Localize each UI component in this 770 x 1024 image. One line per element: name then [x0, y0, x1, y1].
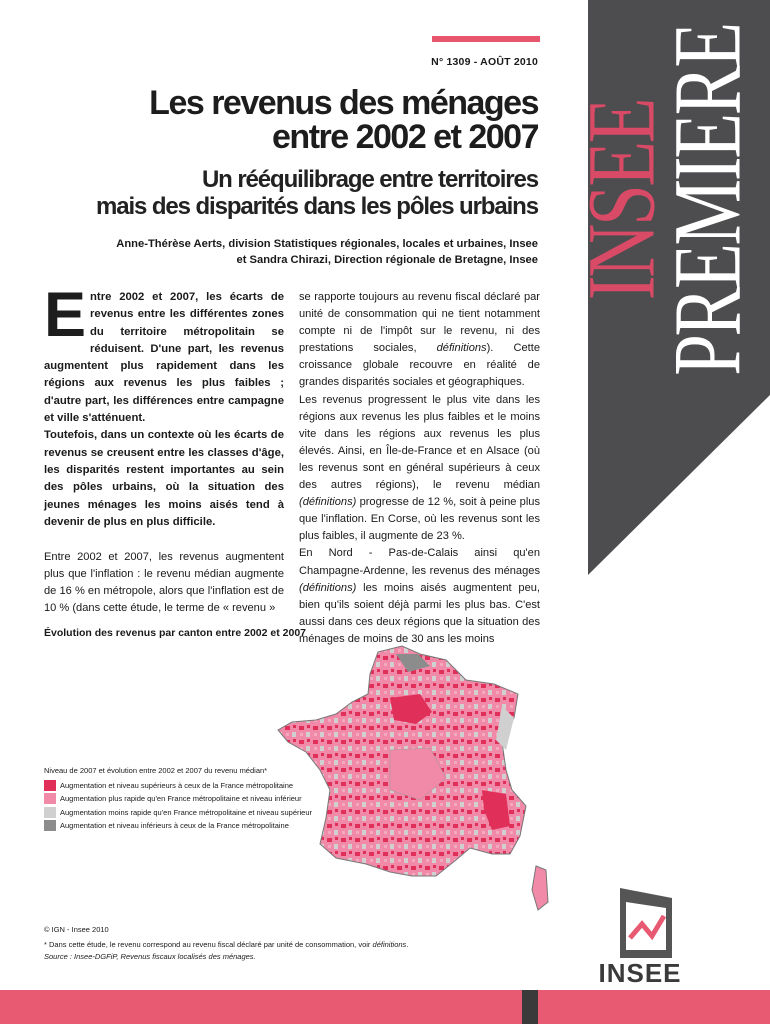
legend-item	[44, 779, 314, 791]
map-legend	[44, 766, 314, 833]
map-corsica	[532, 866, 548, 910]
col2-p3-text: En Nord - Pas-de-Calais ainsi qu'en Champagne-Ardenne, les revenus des ménages	[299, 547, 540, 577]
bottom-accent-bar	[0, 990, 770, 1024]
drop-cap: E	[44, 280, 87, 350]
definitions-link[interactable]: (définitions)	[299, 496, 357, 509]
legend-label: Augmentation et niveau inférieurs à ceux de la France métropolitaine	[60, 821, 289, 830]
figure-notes	[44, 939, 408, 963]
footnote-text: * Dans cette étude, le revenu correspond au revenu fiscal déclaré par unité de consommation, voir	[44, 940, 373, 949]
col2-paragraph-2	[299, 392, 540, 546]
legend-item	[44, 806, 314, 818]
authors	[18, 236, 538, 268]
col2-p3-text-end: les moins aisés augmentent peu, bien qu'ils soient déjà parmi les plus bas. C'est aussi dans ces deux régions que la situation des ménages de moins de 30 ans les moins	[299, 581, 540, 645]
subtitle-line-2: mais des disparités dans les pôles urbains	[96, 193, 538, 220]
page-title	[38, 86, 538, 154]
legend-title: Niveau de 2007 et évolution entre 2002 et 2007 du revenu médian*	[44, 766, 268, 775]
col2-p1-text-end: ). Cette croissance globale recouvre en réalité de grandes disparités sociales et géographiques.	[299, 342, 541, 389]
brand-masthead	[567, 0, 761, 425]
lede-text-1: ntre 2002 et 2007, les écarts de revenus entre les différentes zones du territoire métropolitain se réduisent. D'une part, les revenus augmentent plus rapidement dans les régions aux revenus les plus faibles ; d'autre part, les différences entre campagne et ville s'atténuent.	[44, 291, 284, 425]
legend-swatch	[44, 807, 56, 818]
insee-logo-text: INSEE	[598, 958, 682, 988]
legend-swatch	[44, 780, 56, 791]
col2-p1-text: se rapporte toujours au revenu fiscal déclaré par unité de consommation qui ne tient notamment compte ni de l'impôt sur le revenu, ni des prestations sociales,	[299, 291, 540, 355]
lede-text-2: Toutefois, dans un contexte où les écarts de revenus se creusent entre les classes d'âge, les disparités restent importantes au sein des pôles urbains, où la situation des jeunes ménages les moins aisés tend à devenir de plus en plus difficile.	[44, 429, 284, 528]
issue-number: N° 1309 - AOÛT 2010	[431, 56, 538, 68]
lede-paragraph	[44, 280, 284, 531]
figure-title: Évolution des revenus par canton entre 2002 et 2007	[44, 627, 307, 639]
definitions-link[interactable]: définitions	[436, 342, 487, 355]
map-copyright: © IGN - Insee 2010	[44, 925, 109, 934]
body-column-2	[299, 289, 540, 648]
page-subtitle	[38, 166, 538, 220]
body-column-1: Entre 2002 et 2007, les revenus augmentent plus que l'inflation : le revenu médian augmente de 16 % en métropole, alors que l'inflation est de 10 % (dans cette étude, le terme de « revenu »	[44, 551, 284, 615]
footnote-end: .	[406, 940, 409, 949]
col2-p2-text: Les revenus progressent le plus vite dans les régions aux revenus les plus faibles et le moins vite dans les régions aux revenus les plus élevés. Ainsi, en Île-de-France et en Alsace (où les revenus sont en général supérieurs à ceux des autres régions), le revenu médian	[299, 393, 540, 492]
authors-line-1: Anne-Thérèse Aerts, division Statistiques régionales, locales et urbaines, Insee	[116, 238, 538, 250]
legend-swatch	[44, 820, 56, 831]
legend-item	[44, 820, 314, 832]
bottom-dark-block	[522, 990, 538, 1024]
title-line-2: entre 2002 et 2007	[272, 118, 538, 156]
definitions-link[interactable]: (définitions)	[299, 581, 357, 594]
authors-line-2: et Sandra Chirazi, Direction régionale de Bretagne, Insee	[236, 254, 538, 266]
legend-label: Augmentation et niveau supérieurs à ceux de la France métropolitaine	[60, 780, 294, 790]
brand-line-insee: INSEE	[567, 99, 675, 301]
col2-paragraph-1	[299, 289, 540, 392]
france-canton-map	[270, 640, 570, 930]
definitions-link[interactable]: définitions	[372, 940, 407, 949]
legend-label: Augmentation plus rapide qu'en France métropolitaine et niveau inférieur	[60, 794, 302, 803]
legend-swatch	[44, 793, 56, 804]
legend-item	[44, 793, 314, 805]
figure-footnote	[44, 939, 408, 951]
subtitle-line-1: Un rééquilibrage entre territoires	[201, 166, 538, 193]
title-line-1: Les revenus des ménages	[149, 84, 538, 122]
legend-label: Augmentation moins rapide qu'en France métropolitaine et niveau supérieur	[60, 807, 312, 817]
col2-paragraph-3	[299, 545, 540, 648]
figure-source: Source : Insee-DGFiP, Revenus fiscaux localisés des ménages.	[44, 952, 256, 961]
brand-line-premiere: PREMIERE	[654, 24, 761, 376]
col2-p2-text-end: progresse de 12 %, soit à peine plus que l'inflation. En Corse, où les revenus sont les plus faibles, il augmente de 23 %.	[299, 496, 540, 543]
top-accent-bar	[432, 36, 540, 42]
